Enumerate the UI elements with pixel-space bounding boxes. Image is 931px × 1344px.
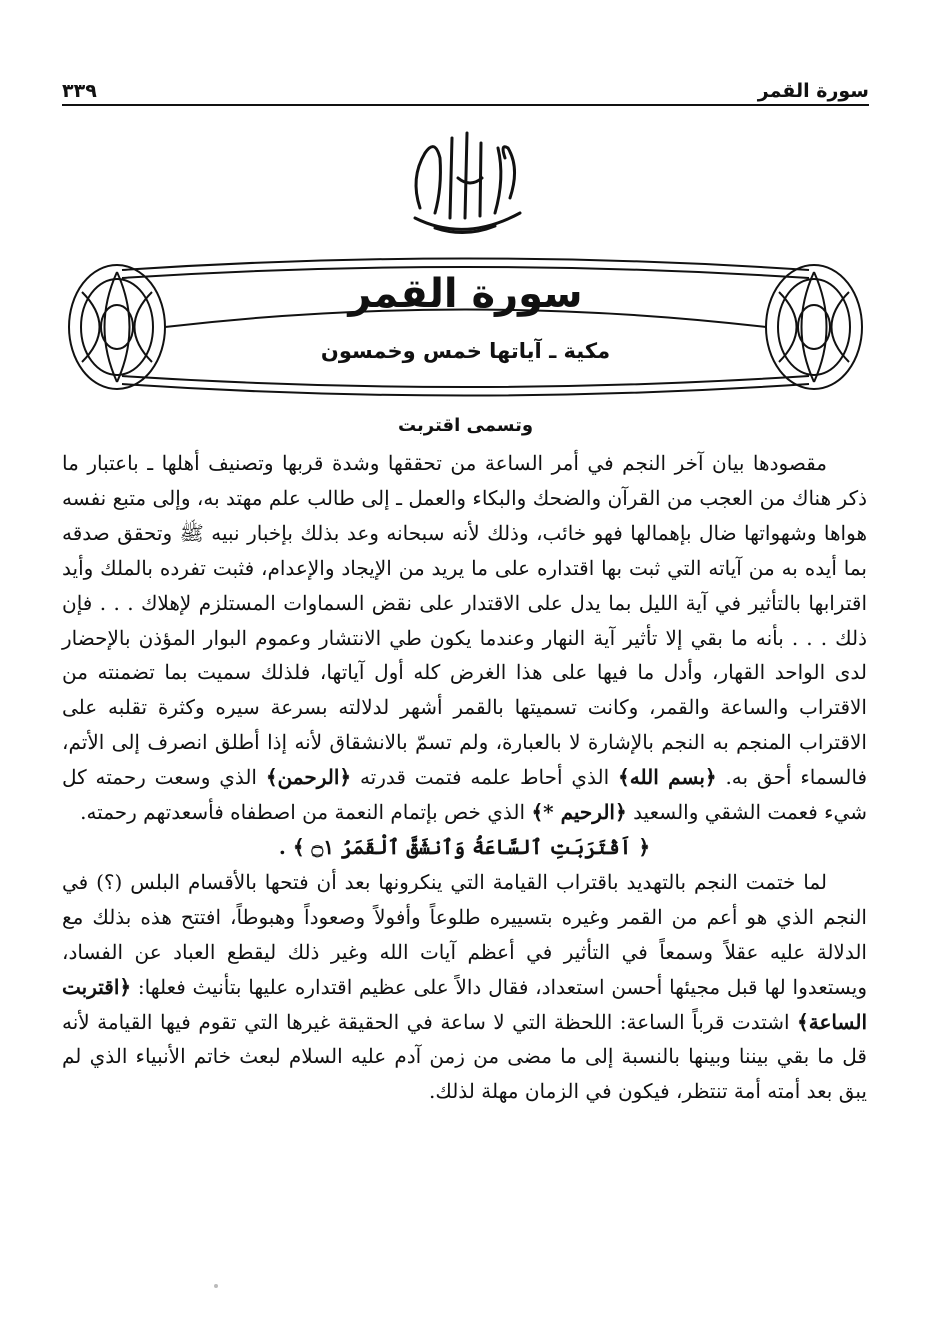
verse-quote: ﴿اقتربت الساعة﴾	[62, 974, 868, 1034]
page-header	[62, 70, 869, 102]
section-title: وتسمى اقتربت	[397, 415, 534, 436]
paragraph-1: مقصودها بيان آخر النجم في أمر الساعة من تحققها وشدة قربها وتصنيف أهلها ـ باعتبار ما ذكر هناك من العجب من القرآن والضحك والبكاء والعمل ـ إلى طالب علم مهتد به، وإلى متبع نفسه هواها وشهواتها ضال بإهمالها فهو خائب، وذلك لأنه سبحانه وعد بذلك بإخبار نبيه ﷺ وتحقق صدقه بما أيده به من آياته التي ثبت بها اقتداره على ما يريد من الإيجاد والإعدام، فثبت تفرده بالملك وأيد اقترابها بالتأثير في آية الليل بما يدل على الاقتدار على نقض السماوات المستلزم لإهلاك . . . فإن ذلك . . . بأنه ما بقي إلا تأثير آية النهار وعندما يكون طي الانتشار وعموم البوار المؤذن بالإحضار لدى الواحد القهار، وأدل ما فيها على هذا الغرض كله أول آياتها، فلذلك سميت بما تضمنته من الاقتراب والساعة والقمر، وكانت تسميتها بالقمر أشهر لدلالته بسرعة سيره وكثرة تقلبه على الاقتراب المنجم به النجم بالإشارة لا بالعبارة، ولم تسمّ بالانشقاق لأنه إذا أطلق انصرف إلى الأتم، فالسماء أحق به. ﴿بسم الله﴾ الذي أحاط علمه فتمت قدرته ﴿الرحمن﴾ الذي وسعت رحمته كل شيء فعمت الشقي والسعيد ﴿الرحيم *﴾ الذي خص بإتمام النعمة من اصطفاه فأسعدتهم رحمته.	[62, 451, 867, 825]
basmala-calligraphy	[380, 118, 550, 243]
page-speck	[214, 1284, 218, 1288]
body-text	[62, 446, 867, 1109]
page-number: ٣٣٩	[62, 80, 97, 102]
rahim-quote: ﴿الرحيم *﴾	[531, 800, 627, 825]
surah-subtitle: مكية ـ آياتها خمس وخمسون	[320, 339, 611, 363]
header-surah-name: سورة القمر	[757, 80, 869, 102]
header-rule	[62, 104, 869, 106]
surah-title: سورة القمر	[348, 271, 583, 317]
basmala-quote: ﴿بسم الله﴾	[618, 765, 717, 790]
quran-verse: ﴿ اَقْتَرَبَتِ ٱلسَّاعَةُ وَٱنشَقَّ ٱلْقَمَرُ ۝١ ﴾ .	[278, 834, 651, 859]
rahman-quote: ﴿الرحمن﴾	[265, 765, 352, 790]
paragraph-2: لما ختمت النجم بالتهديد باقتراب القيامة التي ينكرونها بعد أن فتحها بالأقسام البلس (؟) في النجم الذي هو أعم من القمر وغيره بتسييره طلوعاً وأفولاً وصعوداً وهبوطاً، افتتح هذه بذلك مع الدلالة عليه عقلاً وسمعاً في التأثير في أعظم آيات الله وغير ذلك ليقطع العباد عن الفساد، ويستعدوا لها قبل مجيئها أحسن استعداد، فقال دالاً على عظيم اقتداره عليها بتأنيث فعلها: ﴿اقتربت الساعة﴾ اشتدت قرباً الساعة: اللحظة التي لا ساعة في الحقيقة غيرها التي تقوم فيها القيامة لأنه قل ما بقي بيننا وبينها بالنسبة إلى ما مضى من زمن آدم عليه السلام لبعث خاتم الأنبياء الذي لم يبق بعد أمته أمة تنتظر، فيكون في الزمان مهلة لذلك.	[62, 869, 868, 1104]
